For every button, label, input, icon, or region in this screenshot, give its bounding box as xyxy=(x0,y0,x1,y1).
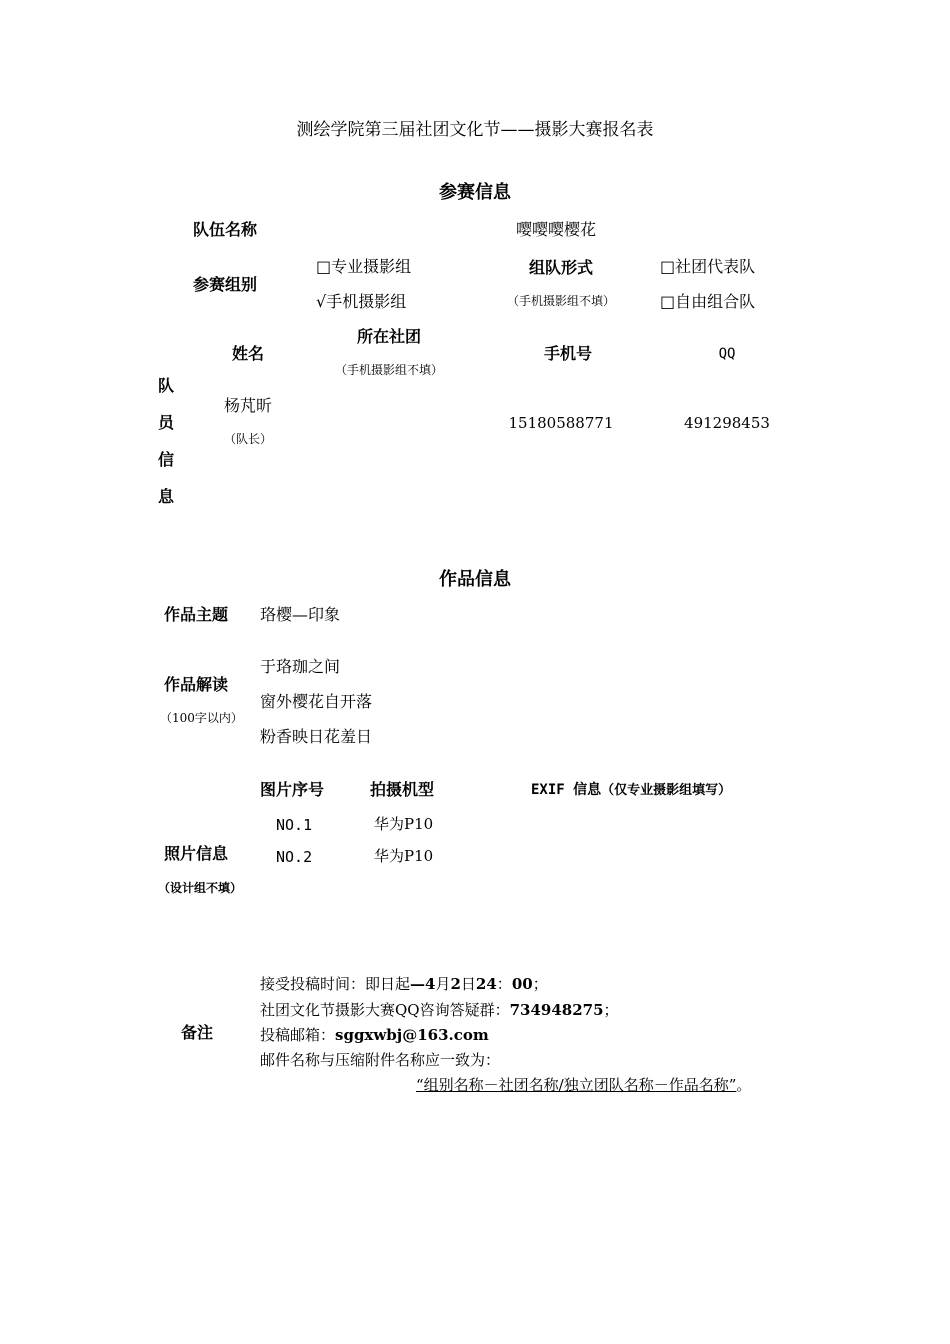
notes-line-2-b: 734948275 xyxy=(509,1001,604,1019)
member-role: （队长） xyxy=(223,432,273,446)
group-label: 参赛组别 xyxy=(193,275,258,294)
formation-label: 组队形式 xyxy=(528,258,594,277)
notes-line-1-h: 00 xyxy=(511,975,533,993)
members-label-char-4: 息 xyxy=(158,487,175,506)
col-model-header: 拍摄机型 xyxy=(370,780,435,799)
notes-line-1-g: ： xyxy=(496,975,512,993)
notes-line-5 xyxy=(416,1078,751,1093)
notes-line-1-e: 日 xyxy=(460,975,476,993)
members-label-char-2: 员 xyxy=(158,413,175,432)
notes-line-2-a: 社团文化节摄影大赛QQ咨询答疑群： xyxy=(260,1001,510,1019)
photo-2-seq: NO.2 xyxy=(276,848,313,866)
team-name-label: 队伍名称 xyxy=(193,220,258,239)
col-club-note: （手机摄影组不填） xyxy=(334,363,444,377)
notes-line-1-f: 24 xyxy=(475,975,497,993)
notes-line-1-i: ； xyxy=(532,975,548,993)
work-section-title: 作品信息 xyxy=(439,569,511,590)
theme-value: 珞樱—印象 xyxy=(260,605,341,624)
col-name-header: 姓名 xyxy=(231,344,265,363)
photo-1-seq: NO.1 xyxy=(276,816,313,834)
notes-line-1 xyxy=(260,977,548,992)
submission-email: sggxwbj@163.com xyxy=(335,1026,489,1044)
notes-line-3-a: 投稿邮箱： xyxy=(260,1026,336,1044)
notes-line-5-end: 。 xyxy=(736,1076,752,1094)
col-phone-header: 手机号 xyxy=(543,344,593,363)
group-option-pro: □专业摄影组 xyxy=(316,257,412,276)
interp-line-2: 窗外樱花自开落 xyxy=(260,692,373,711)
formation-option-club: □社团代表队 xyxy=(660,257,756,276)
team-name-value: 嘤嘤嘤樱花 xyxy=(515,220,597,239)
exif-header-text: EXIF 信息 xyxy=(531,782,602,798)
notes-line-2 xyxy=(260,1003,619,1018)
notes-label: 备注 xyxy=(181,1023,214,1042)
member-name: 杨芃昕 xyxy=(223,396,273,415)
col-club-header: 所在社团 xyxy=(356,327,422,346)
notes-line-4: 邮件名称与压缩附件名称应一致为： xyxy=(260,1051,501,1069)
notes-line-1-b: —4 xyxy=(410,975,436,993)
naming-format: “组别名称－社团名称/独立团队名称－作品名称” xyxy=(416,1076,737,1094)
page-title: 测绘学院第三届社团文化节——摄影大赛报名表 xyxy=(296,120,654,140)
interp-line-1: 于珞珈之间 xyxy=(260,657,341,676)
col-exif-header xyxy=(531,783,731,797)
photo-2-model: 华为P10 xyxy=(374,847,434,865)
col-seq-header: 图片序号 xyxy=(260,780,325,799)
group-option-phone: √手机摄影组 xyxy=(316,292,407,311)
exif-header-note: （仅专业摄影组填写） xyxy=(601,783,732,798)
formation-option-free: □自由组合队 xyxy=(660,292,756,311)
participation-section-title: 参赛信息 xyxy=(439,182,511,203)
col-qq-header: QQ xyxy=(718,346,736,362)
photo-info-label: 照片信息 xyxy=(164,844,229,863)
interp-note: （100字以内） xyxy=(160,711,243,725)
member-qq: 491298453 xyxy=(684,414,770,432)
interp-line-3: 粉香映日花羞日 xyxy=(260,727,373,746)
members-label-char-1: 队 xyxy=(158,376,175,395)
notes-line-2-c: ； xyxy=(603,1001,619,1019)
members-label-char-3: 信 xyxy=(158,450,175,469)
notes-line-3 xyxy=(260,1028,489,1043)
notes-line-1-a: 接受投稿时间：即日起 xyxy=(260,975,411,993)
photo-info-note: （设计组不填） xyxy=(158,881,243,895)
photo-1-model: 华为P10 xyxy=(374,815,434,833)
notes-line-1-c: 月 xyxy=(435,975,451,993)
notes-line-1-d: 2 xyxy=(450,975,461,993)
member-phone: 15180588771 xyxy=(508,414,614,432)
formation-note: （手机摄影组不填） xyxy=(506,294,616,308)
theme-label: 作品主题 xyxy=(164,605,229,624)
interp-label: 作品解读 xyxy=(164,675,229,694)
